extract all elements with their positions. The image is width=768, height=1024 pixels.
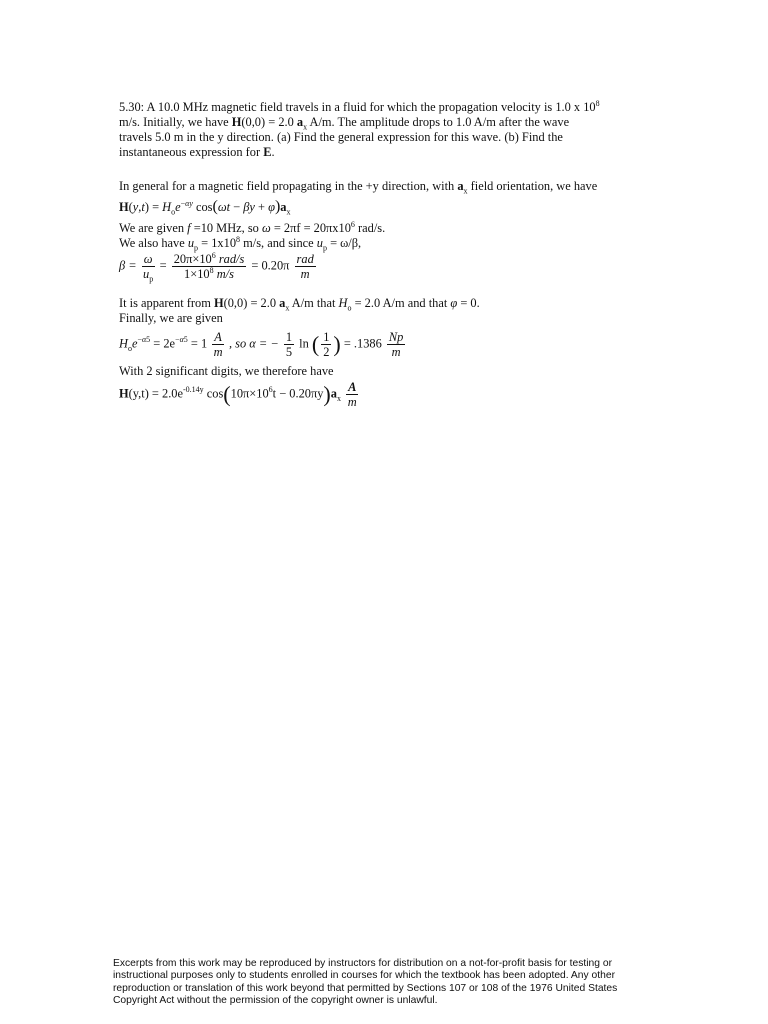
problem-statement: [119, 100, 639, 160]
significant-digits-line: With 2 significant digits, we therefore have: [119, 364, 334, 378]
given-velocity-line: We also have $u_p = 1x10^8$ m/s, and since $u_p = \omega/\beta$,: [119, 234, 362, 253]
solution-intro: In general for a magnetic field propagating in the +y direction, with $a_x$ field orientation, we have: [119, 179, 598, 196]
problem-line-3: travels 5.0 m in the y direction. (a) Find the general expression for this wave. (b) Find the: [119, 130, 563, 144]
problem-line-4: instantaneous expression for E.: [119, 145, 275, 159]
given-frequency-line: We are given f =10 MHz, so $\omega = 2\pi f = 20\pi x10^6$ rad/s.: [119, 219, 386, 235]
general-expression-equation: $H(y,t) = H_oe^{-\alpha y}$ $\cos(\omega t - \beta y + \varphi)a_x$: [119, 198, 291, 217]
problem-line-2: m/s. Initially, we have H(0,0) = 2.0 $a_x$ A/m. The amplitude drops to 1.0 A/m after the wave: [119, 115, 570, 132]
final-expression-equation: $H(y,t) = 2.0e^{-0.14y}$ $\cos(10\pi\times 10^6t - 0.20\pi y)a_x$ $\frac{A}{m}$: [119, 380, 357, 409]
beta-equation: β = $\frac{\omega}{u_p}$ = $\frac{20\pi\times 10^6 rad/s}{1\times 10^8 m/s}$ = 0.20π $\frac{\text{rad}}{m}$: [119, 250, 314, 284]
problem-line-1: 5.30: A 10.0 MHz magnetic field travels in a fluid for which the propagation velocity is 1.0 x $10^8$: [119, 98, 600, 114]
copyright-footer: Excerpts from this work may be reproduced by instructors for distribution on a not-for-profit basis for testing or instructional purposes only to students enrolled in courses for which the textbook has been adopted. Any other reproduction or translation of this work beyond that permitted by Sections 107 or 108 of the 1976 United States Copyright Act without the permission of the copyright owner is unlawful.: [113, 958, 618, 1007]
alpha-equation: $H_oe^{-\alpha 5} = 2e^{-\alpha 5} = 1$ $\frac{A}{m}$ , so α = − $\frac{1}{5}$ ln ( $\frac{1}{2}$ ) = .1386 $\frac{Np}{m}$: [119, 330, 404, 359]
apparent-line: It is apparent from H(0,0) = 2.0 $a_x$ A/m that $H_o = 2.0$ A/m and that φ = 0. Finally, we are given: [119, 296, 480, 325]
